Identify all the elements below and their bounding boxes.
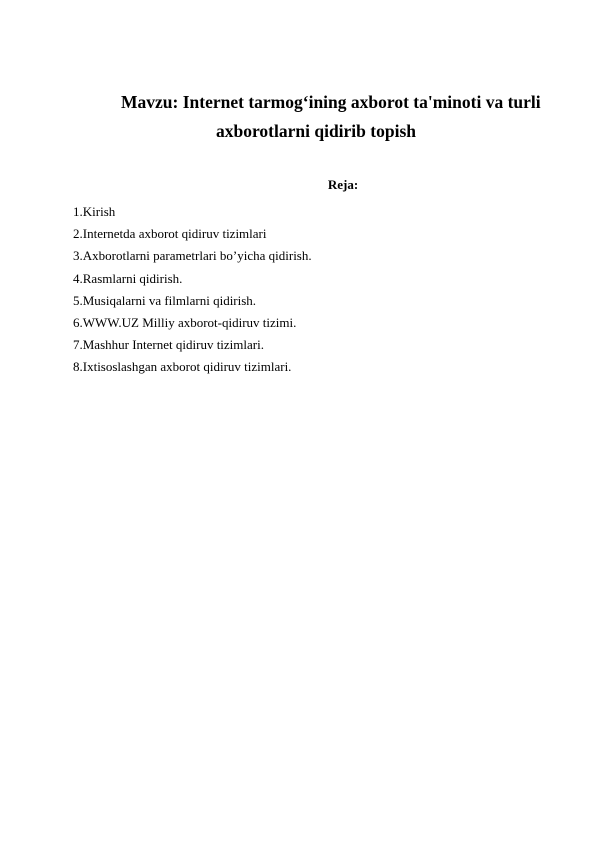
plan-heading: Reja: bbox=[327, 177, 359, 192]
plan-item-1: 1.Kirish bbox=[73, 204, 116, 219]
plan-item-5: 5.Musiqalarni va filmlarni qidirish. bbox=[73, 292, 257, 308]
plan-item-6: 6.WWW.UZ Milliy axborot-qidiruv tizimi. bbox=[73, 314, 297, 330]
plan-item-8: 8.Ixtisoslashgan axborot qidiruv tizimlari. bbox=[73, 359, 292, 375]
plan-item-7: 7.Mashhur Internet qidiruv tizimlari. bbox=[73, 337, 264, 353]
plan-list bbox=[73, 201, 312, 379]
plan-item-2: 2.Internetda axborot qidiruv tizimlari bbox=[73, 226, 267, 242]
document-title-line-2: axborotlarni qidirib topish bbox=[215, 121, 416, 141]
plan-item-3: 3.Axborotlarni parametrlari bo’yicha qidirish. bbox=[73, 248, 312, 264]
document-title-line-1: Mavzu: Internet tarmog‘ining axborot ta'minoti va turli bbox=[121, 92, 541, 112]
plan-item-4: 4.Rasmlarni qidirish. bbox=[73, 270, 183, 286]
